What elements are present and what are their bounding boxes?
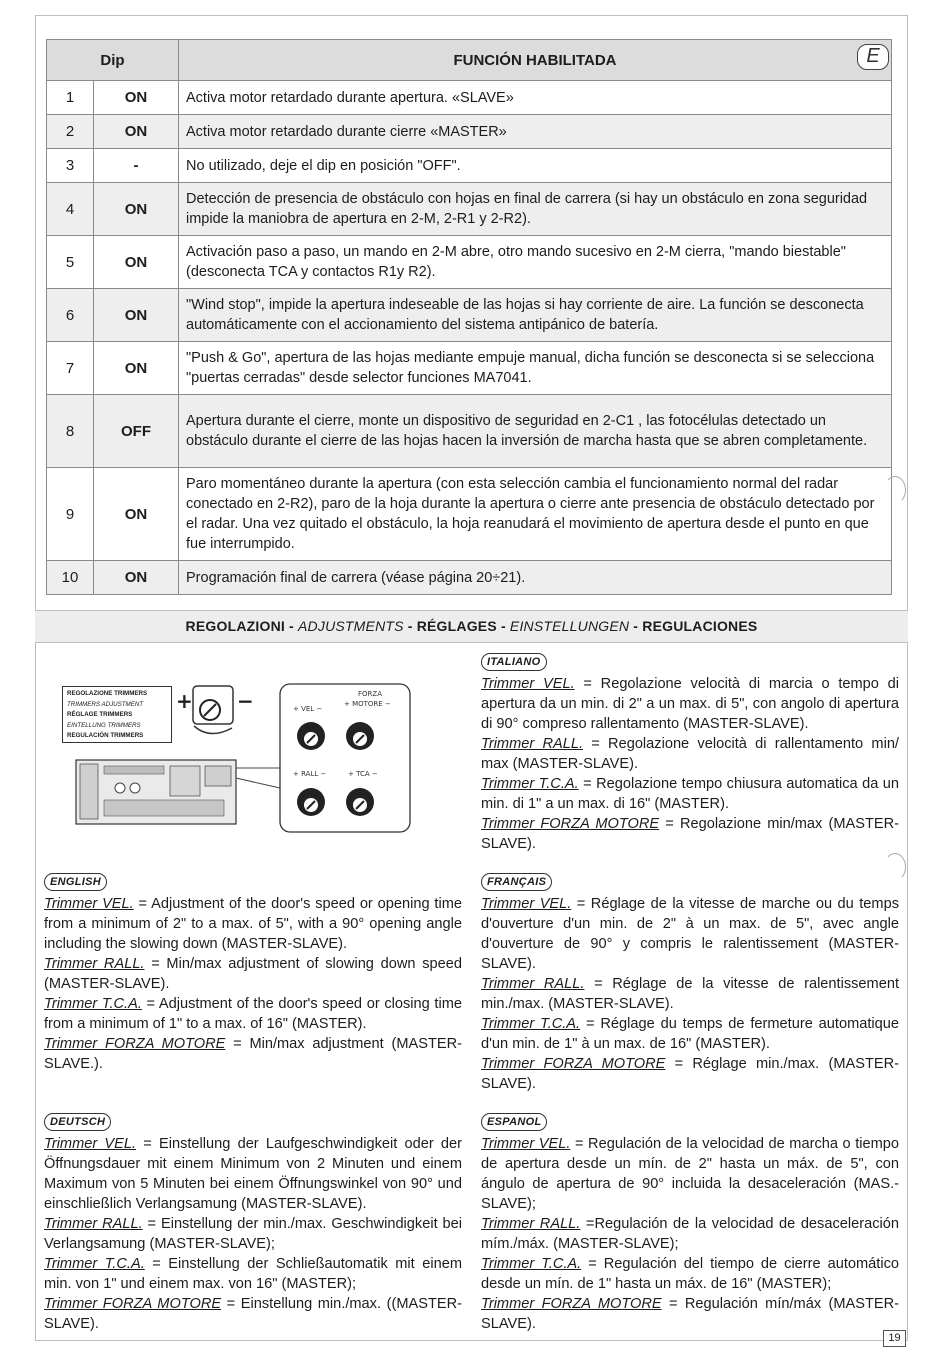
table-row bbox=[47, 236, 892, 289]
adjustments-section-header: REGOLAZIONI - ADJUSTMENTS - RÉGLAGES - EINSTELLUNGEN - REGULACIONES bbox=[35, 610, 908, 643]
francais-label: FRANÇAIS bbox=[481, 873, 552, 891]
dip-state: ON bbox=[94, 236, 179, 289]
label-tca: + TCA − bbox=[348, 770, 378, 778]
dip-description: No utilizado, deje el dip en posición "OFF". bbox=[179, 149, 892, 183]
deutsch-section: DEUTSCH Trimmer VEL. = Einstellung der Laufgeschwindigkeit oder der Öffnungsdauer mit einem Minimum von 2 Minuten und einem Maximum von 5 Minuten bei einem Öffnungswinkel von 90° und einschließlich Verlangsamung (MASTER-SLAVE). Trimmer RALL. = Einstellung der min./max. Geschwindigkeit bei Verlangsamung (MASTER-SLAVE); Trimmer T.C.A. = Einstellung der Schließautomatik mit einem min. von 1" und einem max. von 16" (MASTER); Trimmer FORZA MOTORE = Einstellung min./max. ((MASTER-SLAVE). bbox=[44, 1111, 462, 1334]
svg-text:−: − bbox=[237, 689, 254, 713]
dip-description: Paro momentáneo durante la apertura (con esta selección cambia el funcionamiento normal del radar conectado en 2-R2), paro de la hoja durante la apertura o cierre ante presencia de obstáculo detectado por el radar. Una vez quitado el obstáculo, la hoja reanudará el movimiento de apertura desde el punto en que fue interrumpido. bbox=[179, 468, 892, 561]
dip-number: 3 bbox=[47, 149, 94, 183]
table-row bbox=[47, 183, 892, 236]
italiano-label: ITALIANO bbox=[481, 653, 547, 671]
col-header-dip: Dip bbox=[47, 40, 179, 81]
dip-description: Programación final de carrera (véase página 20÷21). bbox=[179, 561, 892, 595]
table-header-row bbox=[47, 40, 892, 81]
label-motore: + MOTORE − bbox=[344, 700, 391, 708]
table-row bbox=[47, 395, 892, 468]
english-label: ENGLISH bbox=[44, 873, 107, 891]
dip-description: Activación paso a paso, un mando en 2-M abre, otro mando sucesivo en 2-M cierra, "mando biestable" (desconecta TCA y contactos R1y R2). bbox=[179, 236, 892, 289]
trimmer-forza-name: Trimmer FORZA MOTORE bbox=[481, 1296, 662, 1312]
francais-section: FRANÇAIS Trimmer VEL. = Réglage de la vitesse de marche ou du temps d'ouverture d'un min. de 2" à un max. de 5", avec angle d'ouverture de 90° y compris le ralentissement (MASTER-SLAVE). Trimmer RALL. = Réglage de la vitesse de ralentissement min./max. (MASTER-SLAVE). Trimmer T.C.A. = Réglage du temps de fermeture automatique d'un min. de 1" à un max. de 16" (MASTER). Trimmer FORZA MOTORE = Réglage min./max. (MASTER-SLAVE). bbox=[481, 871, 899, 1094]
trimmer-tca-name: Trimmer T.C.A. bbox=[481, 1016, 581, 1032]
col-header-function: FUNCIÓN HABILITADA bbox=[179, 40, 892, 81]
trimmer-vel-name: Trimmer VEL. bbox=[44, 1136, 137, 1152]
dip-state: ON bbox=[94, 561, 179, 595]
trimmer-vel-name: Trimmer VEL. bbox=[481, 1136, 571, 1152]
binding-hole-mark bbox=[884, 476, 906, 504]
dip-number: 8 bbox=[47, 395, 94, 468]
language-badge: E bbox=[857, 44, 889, 70]
dip-function-table bbox=[46, 39, 892, 595]
dip-state: ON bbox=[94, 468, 179, 561]
dip-state: ON bbox=[94, 289, 179, 342]
trimmer-forza-name: Trimmer FORZA MOTORE bbox=[44, 1296, 222, 1312]
italiano-section: ITALIANO Trimmer VEL. = Regolazione velocità di marcia o tempo di apertura da un min. di 2" a un max. di 5", con angolo di apertura di 90° compreso rallentamento (MASTER-SLAVE). Trimmer RALL. = Regolazione velocità di rallentamento min/ max (MASTER-SLAVE). Trimmer T.C.A. = Regolazione tempo chiusura automatica da un min. di 1" a un max. di 16" (MASTER). Trimmer FORZA MOTORE = Regolazione min/max (MASTER-SLAVE). bbox=[481, 651, 899, 854]
trimmer-vel-name: Trimmer VEL. bbox=[481, 676, 575, 692]
dip-state: - bbox=[94, 149, 179, 183]
trimmer-tca-name: Trimmer T.C.A. bbox=[44, 996, 142, 1012]
trimmer-tca-name: Trimmer T.C.A. bbox=[481, 776, 579, 792]
page-number: 19 bbox=[883, 1330, 906, 1347]
table-row bbox=[47, 468, 892, 561]
trimmer-legend-box: REGOLAZIONE TRIMMERS TRIMMERS ADJUSTMENT RÉGLAGE TRIMMERS EINTELLUNG TRIMMERS REGULACIÓN TRIMMERS bbox=[62, 686, 172, 743]
espanol-section: ESPANOL Trimmer VEL. = Regulación de la velocidad de marcha o tiempo de apertura desde un mín. de 2" hasta un máx. de 5", con ángulo de apertura de 90° incluida la desaceleración (MAS.-SLAVE); Trimmer RALL. =Regulación de la velocidad de desaceleración mím./máx. (MASTER-SLAVE); Trimmer T.C.A. = Regulación del tiempo de cierre automático desde un mín. de 1" hasta un máx. de 16" (MASTER); Trimmer FORZA MOTORE = Regulación mín/máx (MASTER-SLAVE). bbox=[481, 1111, 899, 1334]
dip-description: Apertura durante el cierre, monte un dispositivo de seguridad en 2-C1 , las fotocélulas detectado un obstáculo durante el cierre de las hojas hacen la inversión de marcha hasta que se abren completamente. bbox=[179, 395, 892, 468]
dip-state: ON bbox=[94, 183, 179, 236]
table-row bbox=[47, 115, 892, 149]
trimmer-tca-name: Trimmer T.C.A. bbox=[44, 1256, 145, 1272]
dip-description: "Push & Go", apertura de las hojas mediante empuje manual, dicha función se desconecta si se selecciona "puertas cerradas" desde selector funciones MA7041. bbox=[179, 342, 892, 395]
trimmer-forza-name: Trimmer FORZA MOTORE bbox=[481, 816, 660, 832]
trimmer-vel-name: Trimmer VEL. bbox=[481, 896, 572, 912]
dip-description: Activa motor retardado durante apertura. «SLAVE» bbox=[179, 81, 892, 115]
trimmer-forza-name: Trimmer FORZA MOTORE bbox=[44, 1036, 226, 1052]
dip-number: 6 bbox=[47, 289, 94, 342]
deutsch-label: DEUTSCH bbox=[44, 1113, 111, 1131]
english-section: ENGLISH Trimmer VEL. = Adjustment of the door's speed or opening time from a minimum of 2" to a max. of 5", with a 90° opening angle including the slowing down (MASTER-SLAVE). Trimmer RALL. = Min/max adjustment of slowing down speed (MASTER-SLAVE). Trimmer T.C.A. = Adjustment of the door's speed or closing time from a minimum of 1" to a max. of 16" (MASTER). Trimmer FORZA MOTORE = Min/max adjustment (MASTER-SLAVE.). bbox=[44, 871, 462, 1074]
dip-description: "Wind stop", impide la apertura indeseable de las hojas si hay corriente de aire. La función se desconecta automáticamente con el accionamiento del sistema antipánico de batería. bbox=[179, 289, 892, 342]
trimmer-vel-name: Trimmer VEL. bbox=[44, 896, 134, 912]
espanol-label: ESPANOL bbox=[481, 1113, 547, 1131]
trimmer-rall-name: Trimmer RALL. bbox=[481, 736, 584, 752]
trimmer-rall-name: Trimmer RALL. bbox=[481, 1216, 581, 1232]
trimmer-rall-name: Trimmer RALL. bbox=[44, 1216, 143, 1232]
table-row bbox=[47, 149, 892, 183]
trimmer-rall-name: Trimmer RALL. bbox=[44, 956, 145, 972]
label-forza: FORZA bbox=[358, 690, 382, 698]
dip-state: ON bbox=[94, 115, 179, 149]
table-row bbox=[47, 81, 892, 115]
table-row bbox=[47, 289, 892, 342]
dip-state: OFF bbox=[94, 395, 179, 468]
dip-description: Detección de presencia de obstáculo con hojas en final de carrera (si hay un obstáculo en zona seguridad impide la maniobra de apertura en 2-M, 2-R1 y 2-R2). bbox=[179, 183, 892, 236]
label-vel: + VEL − bbox=[293, 705, 323, 713]
trimmer-rall-name: Trimmer RALL. bbox=[481, 976, 585, 992]
dip-description: Activa motor retardado durante cierre «MASTER» bbox=[179, 115, 892, 149]
dip-number: 7 bbox=[47, 342, 94, 395]
dip-number: 1 bbox=[47, 81, 94, 115]
dip-state: ON bbox=[94, 81, 179, 115]
table-row bbox=[47, 561, 892, 595]
trimmer-forza-name: Trimmer FORZA MOTORE bbox=[481, 1056, 666, 1072]
trimmer-diagram bbox=[60, 678, 420, 838]
dip-number: 9 bbox=[47, 468, 94, 561]
dip-number: 2 bbox=[47, 115, 94, 149]
dip-state: ON bbox=[94, 342, 179, 395]
label-rall: + RALL − bbox=[293, 770, 327, 778]
svg-text:+: + bbox=[176, 689, 193, 713]
dip-number: 5 bbox=[47, 236, 94, 289]
trimmer-tca-name: Trimmer T.C.A. bbox=[481, 1256, 582, 1272]
dip-number: 10 bbox=[47, 561, 94, 595]
dip-number: 4 bbox=[47, 183, 94, 236]
table-row bbox=[47, 342, 892, 395]
trimmer-diagram-graphic bbox=[60, 678, 420, 838]
